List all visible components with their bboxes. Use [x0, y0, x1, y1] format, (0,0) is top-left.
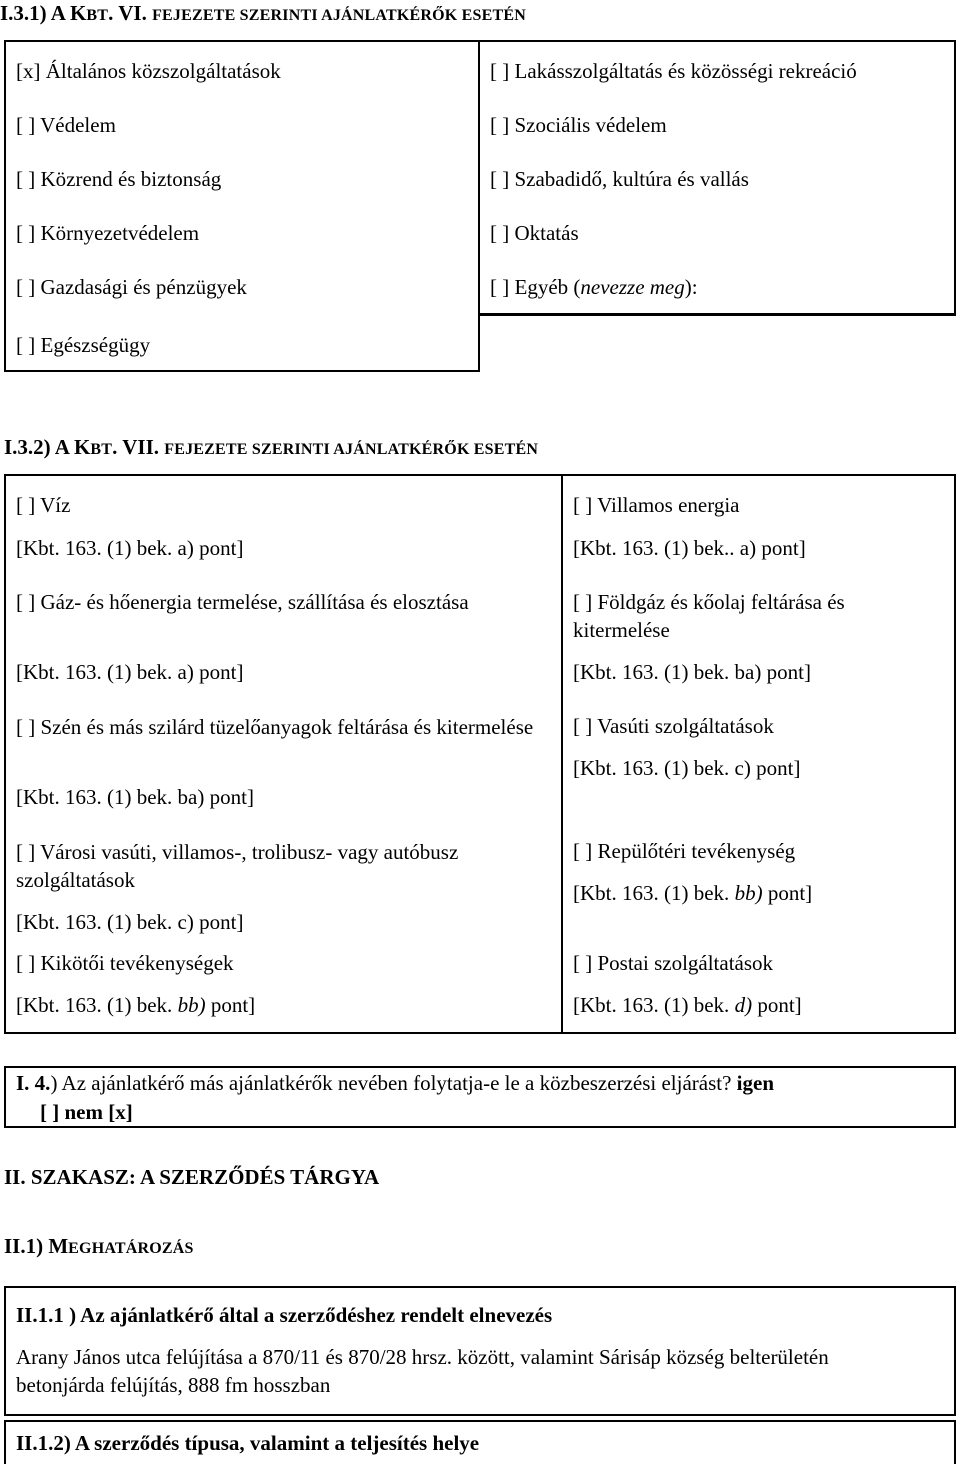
checkbox-option[interactable]: [ ] Postai szolgáltatások	[573, 951, 774, 975]
checkbox-option[interactable]: [ ] Városi vasúti, villamos-, trolibusz- vagy autóbusz szolgáltatások	[16, 840, 459, 893]
checkbox-option[interactable]: [ ] Vasúti szolgáltatások	[573, 714, 774, 738]
checkbox-option[interactable]: [ ] Lakásszolgáltatás és közösségi rekreáció	[490, 59, 857, 83]
subsection-heading: II.1) MEGHATÁROZÁS	[4, 1234, 194, 1258]
checkbox-option[interactable]: [ ] Víz	[16, 493, 71, 517]
checkbox-option[interactable]: [ ] Gáz- és hőenergia termelése, szállítása és elosztása	[16, 590, 469, 614]
legal-reference: [Kbt. 163. (1) bek. ba) pont]	[573, 660, 811, 684]
checkbox-option[interactable]: [ ] Szociális védelem	[490, 113, 667, 137]
heading-i-3-2: I.3.2) A KBT. VII. FEJEZETE SZERINTI AJÁNLATKÉRŐK ESETÉN	[4, 435, 539, 459]
heading-i-3-1: I.3.1) A KBT. VI. FEJEZETE SZERINTI AJÁNLATKÉRŐK ESETÉN	[0, 1, 526, 25]
checkbox-option[interactable]: [ ] Védelem	[16, 113, 116, 137]
contract-name-text: Arany János utca felújítása a 870/11 és 870/28 hrsz. között, valamint Sárisáp község belterületén betonjárda felújítás, 888 fm hosszban	[16, 1345, 829, 1397]
checkbox-option-other[interactable]: [ ] Egyéb (nevezze meg):	[490, 275, 698, 299]
checkbox-option[interactable]: [ ] Villamos energia	[573, 493, 740, 517]
answer-options[interactable]: [ ] nem [x]	[40, 1100, 133, 1124]
legal-reference: [Kbt. 163. (1) bek. ba) pont]	[16, 785, 254, 809]
section-title: II. SZAKASZ: A SZERZŐDÉS TÁRGYA	[4, 1165, 380, 1189]
contract-name-title: II.1.1 ) Az ajánlatkérő által a szerződéshez rendelt elnevezés	[16, 1303, 553, 1327]
legal-reference: [Kbt. 163. (1) bek. a) pont]	[16, 660, 244, 684]
checkbox-option[interactable]: [ ] Egészségügy	[16, 333, 151, 357]
legal-reference: [Kbt. 163. (1) bek. a) pont]	[16, 536, 244, 560]
checkbox-option[interactable]: [ ] Közrend és biztonság	[16, 167, 222, 191]
checkbox-option[interactable]: [ ] Kikötői tevékenységek	[16, 951, 234, 975]
legal-reference: [Kbt. 163. (1) bek. c) pont]	[16, 910, 244, 934]
checkbox-option[interactable]: [ ] Szén és más szilárd tüzelőanyagok feltárása és kitermelése	[16, 715, 534, 739]
legal-reference: [Kbt. 163. (1) bek. bb) pont]	[16, 993, 256, 1017]
question-i-4: I. 4.) Az ajánlatkérő más ajánlatkérők nevében folytatja-e le a közbeszerzési eljárást? igen	[16, 1071, 775, 1095]
checkbox-option[interactable]: [x] Általános közszolgáltatások	[16, 59, 281, 83]
contract-type-title: II.1.2) A szerződés típusa, valamint a teljesítés helye	[16, 1431, 480, 1455]
checkbox-option[interactable]: [ ] Szabadidő, kultúra és vallás	[490, 167, 749, 191]
checkbox-option[interactable]: [ ] Oktatás	[490, 221, 579, 245]
checkbox-option[interactable]: [ ] Gazdasági és pénzügyek	[16, 275, 247, 299]
section-i-3-1-box	[4, 40, 956, 372]
legal-reference: [Kbt. 163. (1) bek. d) pont]	[573, 993, 802, 1017]
legal-reference: [Kbt. 163. (1) bek. c) pont]	[573, 756, 801, 780]
checkbox-option[interactable]: [ ] Repülőtéri tevékenység	[573, 839, 796, 863]
legal-reference: [Kbt. 163. (1) bek. bb) pont]	[573, 881, 813, 905]
checkbox-option[interactable]: [ ] Földgáz és kőolaj feltárása és kitermelése	[573, 590, 845, 643]
legal-reference: [Kbt. 163. (1) bek.. a) pont]	[573, 536, 806, 560]
yes-option[interactable]: igen	[736, 1071, 775, 1095]
checkbox-option[interactable]: [ ] Környezetvédelem	[16, 221, 200, 245]
